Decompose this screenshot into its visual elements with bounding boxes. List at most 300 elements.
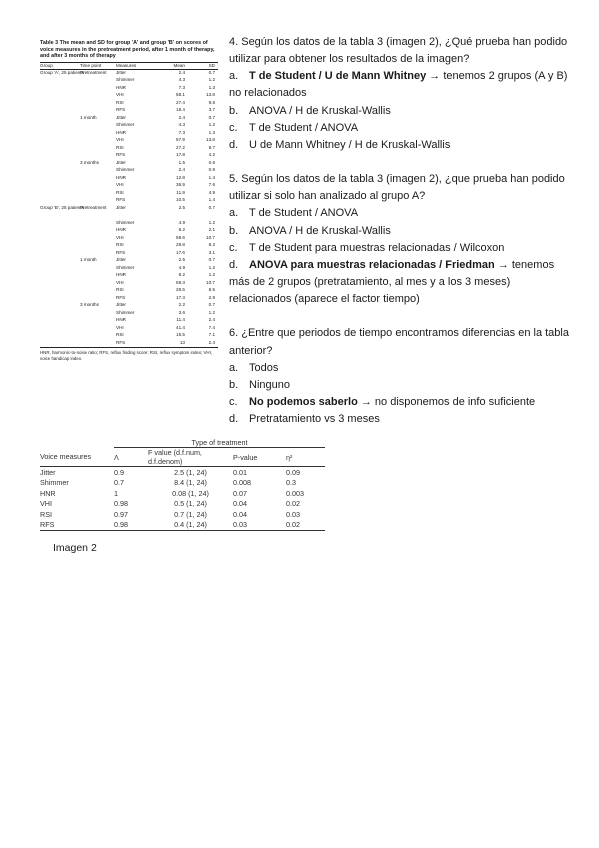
table3-cell-group: Group 'B', 25 patients [40,204,84,210]
table3-cell-sd: 13.8 [206,137,215,143]
table3-row [40,122,218,130]
table3-cell-measure: RFS [116,340,158,348]
table3-cell-sd [188,212,218,220]
table2-header-lambda: Λ [114,448,148,467]
table3-row [40,310,218,318]
table2-row [40,478,325,489]
table3-cell-measure: VHI [116,92,124,98]
option-text: T de Student para muestras relacionadas / Wilcoxon [249,241,505,254]
table3-cell-mean: 59.6 [176,234,185,240]
table3-cell-measure: VHI [116,137,124,143]
table2-cell-eta: 0.03 [286,509,300,519]
table3-cell-mean: 1.5 [178,159,185,165]
table3-cell-sd: 1.2 [208,272,215,278]
table3-cell-time [80,242,116,250]
table3-cell-sd: 8.2 [208,242,215,248]
table3 [40,62,218,349]
table3-row [40,160,218,168]
table3-row [40,182,218,190]
option-label: a. [229,361,239,374]
table3-cell-mean: 3.6 [178,309,185,315]
table3-cell-group [40,310,80,318]
table3-cell-measure: Jitter [116,159,126,165]
table3-body [40,69,218,348]
option-answer-bold: No podemos saberlo [249,395,358,408]
table3-cell-sd: 10.7 [206,234,215,240]
table3-cell-mean: 12.8 [176,174,185,180]
table2-figure [40,437,325,531]
table3-cell-sd: 2.9 [208,294,215,300]
table2 [40,437,325,531]
table3-cell-sd: 1.2 [208,122,215,128]
table3-title: Table 3 The mean and SD for group 'A' and group 'B' on scores of voice measures in the pretreatment period, after 1 month of therapy, and after 3 months of therapy [40,40,215,60]
table3-cell-time [80,145,116,153]
table3-header-row [40,62,218,69]
table3-cell-sd: 1.4 [208,174,215,180]
table3-row [40,272,218,280]
table3-cell-sd: 0.7 [208,114,215,120]
table2-cell-p: 0.008 [233,478,251,488]
table3-row [40,205,218,213]
table3-cell-measure: HNR [116,84,126,90]
table3-cell-mean: 57.9 [176,137,185,143]
table3-cell-time [80,295,116,303]
table3-cell-measure: RSI [116,144,124,150]
table3-cell-time [80,310,116,318]
table2-header-p-value: P-value [233,448,286,467]
option-label: d. [229,258,239,271]
table3-cell-measure: RSI [116,189,124,195]
table3-cell-time: 3 months [80,159,99,165]
table3-cell-group [40,130,80,138]
question-spacer [229,308,569,325]
table2-row [40,520,325,531]
table3-cell-sd: 3.1 [208,249,215,255]
table3-cell-sd: 1.3 [208,84,215,90]
table3-cell-mean: 2.4 [178,167,185,173]
table3-row [40,190,218,198]
question-prompt: 5. Según los datos de la tabla 3 (imagen 2), ¿que prueba han podido utilizar si solo han analizado al grupo A? [229,173,565,203]
table3-cell-mean: 28.8 [176,242,185,248]
table3-cell-time [80,250,116,258]
table3-cell-measure: HNR [116,272,126,278]
table3-cell-measure: Jitter [116,302,126,308]
table3-cell-sd: 9.7 [208,144,215,150]
table3-cell-group [40,287,80,295]
table2-cell-p: 0.07 [233,488,247,498]
table3-cell-group [40,182,80,190]
option-text: U de Mann Whitney / H de Kruskal-Wallis [249,138,451,151]
table3-cell-sd: 1.2 [208,219,215,225]
table2-cell-p: 0.04 [233,509,247,519]
table3-cell-group [40,212,80,220]
table2-cell-eta: 0.02 [286,520,325,531]
table2-cell-f: 2.5 (1, 24) [174,467,207,477]
table2-cell-f: 8.4 (1, 24) [174,478,207,488]
option-text: → no disponemos de info suficiente [357,395,536,408]
table3-cell-mean: 41.4 [176,324,185,330]
table3-row [40,145,218,153]
table3-cell-mean: 7.3 [178,84,185,90]
table3-cell-measure: RFS [116,294,126,300]
table3-cell-group [40,115,80,123]
table3-cell-sd: 0.7 [208,257,215,263]
table3-cell-time [80,325,116,333]
table3-cell-time [80,122,116,130]
table3-row [40,235,218,243]
table3-cell-time [80,220,116,228]
table3-cell-group [40,167,80,175]
table3-cell-time [80,77,116,85]
table3-cell-measure: Shimmer [116,309,135,315]
table2-cell-lambda: 0.98 [114,499,128,509]
table2-cell-measure: RSI [40,509,52,519]
option-text: → tenemos más de 2 grupos (pretratamiento, al mes y a los 3 meses) relacionados (aparece el factor tiempo) [229,258,555,306]
table3-cell-group [40,280,80,288]
table3-cell-mean: 17.6 [176,249,185,255]
table3-cell-sd: 2.1 [208,227,215,233]
table3-cell-measure: VHI [116,279,124,285]
table3-cell-time [80,317,116,325]
table2-row [40,488,325,499]
table3-cell-time [80,182,116,190]
table3-cell-group [40,92,80,100]
table2-cell-lambda: 0.97 [114,509,128,519]
table3-row [40,100,218,108]
table3-cell-time [80,92,116,100]
table3-cell-sd: 9.6 [208,99,215,105]
table3-cell-measure: Jitter [116,257,126,263]
table3-cell-time: Pretreatment [80,204,107,210]
table3-cell-group [40,302,80,310]
table2-cell-eta: 0.09 [286,467,300,477]
table3-cell-measure: RSI [116,332,124,338]
answer-option [229,257,569,308]
table3-cell-group [40,250,80,258]
option-text: Todos [249,361,279,374]
table3-cell-group [40,227,80,235]
table2-cell-eta: 0.02 [286,499,300,509]
table3-cell-group [40,332,80,340]
table3-row [40,242,218,250]
option-answer-bold: T de Student / U de Mann Whitney [249,70,427,83]
table3-row [40,92,218,100]
table2-cell-measure: Shimmer [40,478,69,488]
table3-cell-sd: 1.2 [208,264,215,270]
answer-option [229,411,569,428]
table3-cell-time [80,85,116,93]
table3-row [40,280,218,288]
table3-cell-sd: 0.6 [208,159,215,165]
table3-cell-measure: VHI [116,182,124,188]
table3-footnote: HNR, harmonic-to-noise ratio; RFS, reflux finding score; RSI, reflux symptom index; VHI, voice handicap index. [40,350,213,361]
table3-cell-sd: 2.4 [208,317,215,323]
table3-cell-sd: 7.1 [208,332,215,338]
table3-row [40,197,218,205]
table3-row [40,167,218,175]
answer-option [229,205,569,222]
questions-section [229,34,569,428]
question-block [229,34,569,154]
option-text: ANOVA / H de Kruskal-Wallis [249,104,391,117]
table3-cell-time [80,175,116,183]
table3-cell-mean: 2.2 [178,302,185,308]
table2-row [40,509,325,520]
table3-cell-measure: RFS [116,197,126,203]
question-spacer [229,154,569,171]
table3-cell-mean: 13 [158,340,188,348]
table3-row [40,77,218,85]
table3-cell-time: 1 month [80,257,97,263]
option-text: T de Student / ANOVA [249,121,359,134]
table2-header-eta: η² [286,448,325,467]
table3-row [40,212,218,220]
table2-cell-lambda: 0.9 [114,467,124,477]
option-text: → tenemos 2 grupos (A y B) no relacionados [229,70,568,100]
table3-cell-time [80,340,116,348]
table3-cell-mean: 27.4 [176,99,185,105]
table3-cell-mean: 8.2 [178,272,185,278]
table3-cell-measure: RSI [116,287,124,293]
table3-cell-mean: 11.9 [176,189,185,195]
table3-cell-sd: 7.4 [208,324,215,330]
table3-cell-measure [116,212,158,220]
table2-header-voice-measures: Voice measures [40,448,114,467]
table2-cell-f: 0.7 (1, 24) [174,509,207,519]
table3-cell-sd: 0.7 [208,69,215,75]
option-label: c. [229,121,238,134]
table3-cell-group [40,137,80,145]
answer-option [229,223,569,240]
table3-cell-sd: 2.4 [188,340,218,348]
table3-cell-time [80,235,116,243]
table2-cell-f: 0.08 (1, 24) [172,488,209,498]
table3-cell-time [80,137,116,145]
table3-cell-mean: 8.2 [178,227,185,233]
table3-cell-mean: 28.5 [176,287,185,293]
table3-cell-group [40,197,80,205]
table2-span-header: Type of treatment [114,437,325,448]
option-label: b. [229,224,239,237]
table3-cell-measure: RSI [116,99,124,105]
table3-cell-group [40,235,80,243]
option-label: a. [229,70,239,83]
table3-row [40,257,218,265]
option-text: T de Student / ANOVA [249,207,359,220]
option-label: b. [229,378,239,391]
table3-cell-measure: RFS [116,249,126,255]
table2-cell-lambda: 0.7 [114,478,124,488]
table3-cell-sd: 7.6 [208,182,215,188]
table3-cell-group [40,175,80,183]
option-label: c. [229,395,238,408]
table3-cell-time: 3 months [80,302,99,308]
table3-row [40,115,218,123]
table3-row [40,107,218,115]
table3-cell-measure: Shimmer [116,167,135,173]
table3-cell-time [80,190,116,198]
table3-cell-mean: 59.3 [176,279,185,285]
option-answer-bold: ANOVA para muestras relacionadas / Friedman [249,258,495,271]
table3-row [40,250,218,258]
table3-cell-mean: 7.3 [178,129,185,135]
table3-cell-group: Group 'A', 25 patients [40,69,84,75]
table3-cell-group [40,100,80,108]
table2-cell-f: 0.5 (1, 24) [174,499,207,509]
table3-cell-measure: Jitter [116,114,126,120]
option-text: Ninguno [249,378,290,391]
table3-cell-measure: RFS [116,152,126,158]
table3-header-mean: Mean [158,62,188,69]
answer-option [229,103,569,120]
answer-option [229,377,569,394]
table3-cell-time [80,227,116,235]
table2-cell-eta: 0.3 [286,478,296,488]
table3-cell-group [40,145,80,153]
table3-row [40,287,218,295]
table3-cell-mean: 4.3 [178,122,185,128]
table3-cell-group [40,160,80,168]
table3-cell-time [80,272,116,280]
table3-cell-group [40,295,80,303]
table2-cell-p: 0.01 [233,467,247,477]
table3-cell-measure: Jitter [116,204,126,210]
table3-cell-sd: 10.7 [206,279,215,285]
table2-body [40,467,325,531]
table3-row [40,220,218,228]
table3-cell-measure: Shimmer [116,122,135,128]
table3-cell-sd: 8.5 [208,287,215,293]
table3-cell-group [40,122,80,130]
table3-cell-time [80,130,116,138]
table3-cell-time [80,197,116,205]
table3-row [40,317,218,325]
table3-cell-group [40,317,80,325]
table3-row [40,340,218,348]
table2-cell-f: 0.4 (1, 24) [148,520,233,531]
table3-header-time: Time point [80,62,116,69]
question-prompt: 6. ¿Entre que periodos de tiempo encontramos diferencias en la tabla anterior? [229,327,569,357]
option-label: b. [229,104,239,117]
option-label: d. [229,138,239,151]
table3-row [40,130,218,138]
table3-cell-time [80,265,116,273]
table3-cell-mean: 4.9 [178,219,185,225]
option-text: Pretratamiento vs 3 meses [249,413,380,426]
table2-row [40,499,325,510]
option-label: d. [229,413,239,426]
table2-cell-lambda: 1 [114,488,118,498]
table3-cell-group [40,325,80,333]
table2-header-f-value: F value (d.f.num, d.f.denom) [148,448,233,467]
table3-cell-sd: 1.2 [208,309,215,315]
table3-cell-group [40,107,80,115]
option-label: a. [229,207,239,220]
table3-row [40,175,218,183]
table3-cell-measure: RSI [116,242,124,248]
answer-option [229,137,569,154]
table2-row [40,467,325,478]
question-block [229,325,569,428]
table3-cell-time [80,332,116,340]
table3-row [40,295,218,303]
table3-cell-mean: 17.3 [176,294,185,300]
table3-cell-sd: 4.2 [208,152,215,158]
table3-cell-sd: 0.9 [208,167,215,173]
table3-cell-mean: 2.4 [178,69,185,75]
table3-cell-measure: VHI [116,234,124,240]
table3-row [40,69,218,77]
table2-cell-p: 0.04 [233,499,247,509]
table3-cell-time [80,100,116,108]
table2-cell-lambda: 0.98 [114,520,148,531]
table3-row [40,325,218,333]
table3-cell-mean: 4.9 [178,264,185,270]
table2-cell-measure: Jitter [40,467,56,477]
table3-cell-mean [158,212,188,220]
question-prompt: 4. Según los datos de la tabla 3 (imagen 2), ¿Qué prueba han podido utilizar para obtener los resultados de la imagen? [229,36,568,66]
table3-row [40,227,218,235]
table3-cell-group [40,257,80,265]
table3-cell-time [80,152,116,160]
table3-row [40,302,218,310]
table3-cell-sd: 0.7 [208,302,215,308]
table2-cell-measure: RFS [40,520,114,531]
table3-header-measures: Measures [116,62,158,69]
table3-cell-measure: Shimmer [116,264,135,270]
table2-cell-eta: 0.003 [286,488,304,498]
answer-option [229,360,569,377]
table3-cell-sd: 1.4 [208,197,215,203]
answer-option [229,68,569,102]
table3-cell-group [40,242,80,250]
table2-cell-p: 0.03 [233,520,286,531]
image-caption: Imagen 2 [53,542,97,554]
table3-cell-group [40,265,80,273]
table3-cell-time: 1 month [80,114,97,120]
answer-option [229,120,569,137]
table3-row [40,85,218,93]
table3-cell-mean: 11.4 [176,317,185,323]
table3-cell-measure: HNR [116,174,126,180]
table3-cell-group [40,152,80,160]
table2-cell-measure: VHI [40,499,52,509]
table3-row [40,332,218,340]
table3-cell-group [40,190,80,198]
answer-option [229,240,569,257]
table3-cell-mean: 4.3 [178,77,185,83]
table3-cell-group [40,220,80,228]
question-block [229,171,569,308]
table3-header-sd: SD [188,62,218,69]
table3-cell-sd: 0.7 [208,204,215,210]
table3-cell-sd: 13.8 [206,92,215,98]
table3-cell-time [80,212,116,220]
table3-cell-time [80,167,116,175]
option-label: c. [229,241,238,254]
option-text: ANOVA / H de Kruskal-Wallis [249,224,391,237]
table3-cell-group [40,340,80,348]
table3-cell-mean: 2.5 [178,204,185,210]
table3-cell-measure: Jitter [116,69,126,75]
table3-row [40,152,218,160]
answer-option [229,394,569,411]
table3-cell-time [80,287,116,295]
table3-cell-mean: 27.2 [176,144,185,150]
table2-cell-measure: HNR [40,488,56,498]
table3-cell-group [40,85,80,93]
table3-cell-group [40,272,80,280]
